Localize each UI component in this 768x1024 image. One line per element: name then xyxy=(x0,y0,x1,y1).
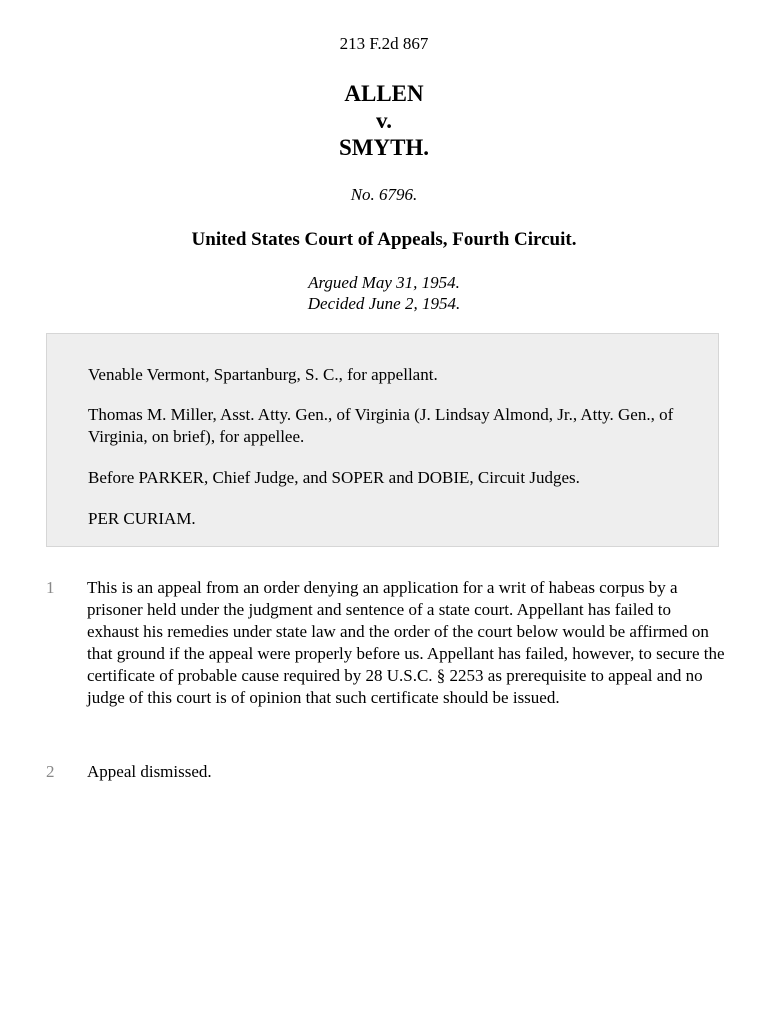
paragraph-number: 2 xyxy=(46,762,55,781)
versus-label: v. xyxy=(376,108,392,133)
paragraph-number: 1 xyxy=(46,578,55,597)
party-appellant-name: ALLEN xyxy=(344,81,424,106)
case-citation: 213 F.2d 867 xyxy=(339,34,429,53)
argued-date: Argued May 31, 1954. xyxy=(308,273,460,292)
appellant-counsel: Venable Vermont, Spartanburg, S. C., for appellant. xyxy=(88,365,438,384)
counsel-box xyxy=(46,333,719,547)
docket-number: No. 6796. xyxy=(350,185,418,204)
case-dates xyxy=(0,272,768,314)
judge-panel: Before PARKER, Chief Judge, and SOPER and DOBIE, Circuit Judges. xyxy=(88,468,580,487)
paragraph-text: Appeal dismissed. xyxy=(87,762,212,781)
court-name: United States Court of Appeals, Fourth Circuit. xyxy=(191,229,577,250)
paragraph-text: This is an appeal from an order denying an application for a writ of habeas corpus by a prisoner held under the judgment and sentence of a state court. Appellant has failed to exhaust his remedies under state law and the order of the court below would be affirmed on that ground if the appeal were properly before us. Appellant has failed, however, to secure the certificate of probable cause required by 28 U.S.C. § 2253 as prerequisite to appeal and no judge of this court is of opinion that such certificate should be issued. xyxy=(87,578,725,707)
party-appellee-name: SMYTH. xyxy=(338,135,430,160)
decided-date: Decided June 2, 1954. xyxy=(307,294,461,313)
appellee-counsel: Thomas M. Miller, Asst. Atty. Gen., of Virginia (J. Lindsay Almond, Jr., Atty. Gen., of Virginia, on brief), for appellee. xyxy=(88,405,674,446)
per-curiam-label: PER CURIAM. xyxy=(88,509,196,528)
case-title xyxy=(0,80,768,161)
